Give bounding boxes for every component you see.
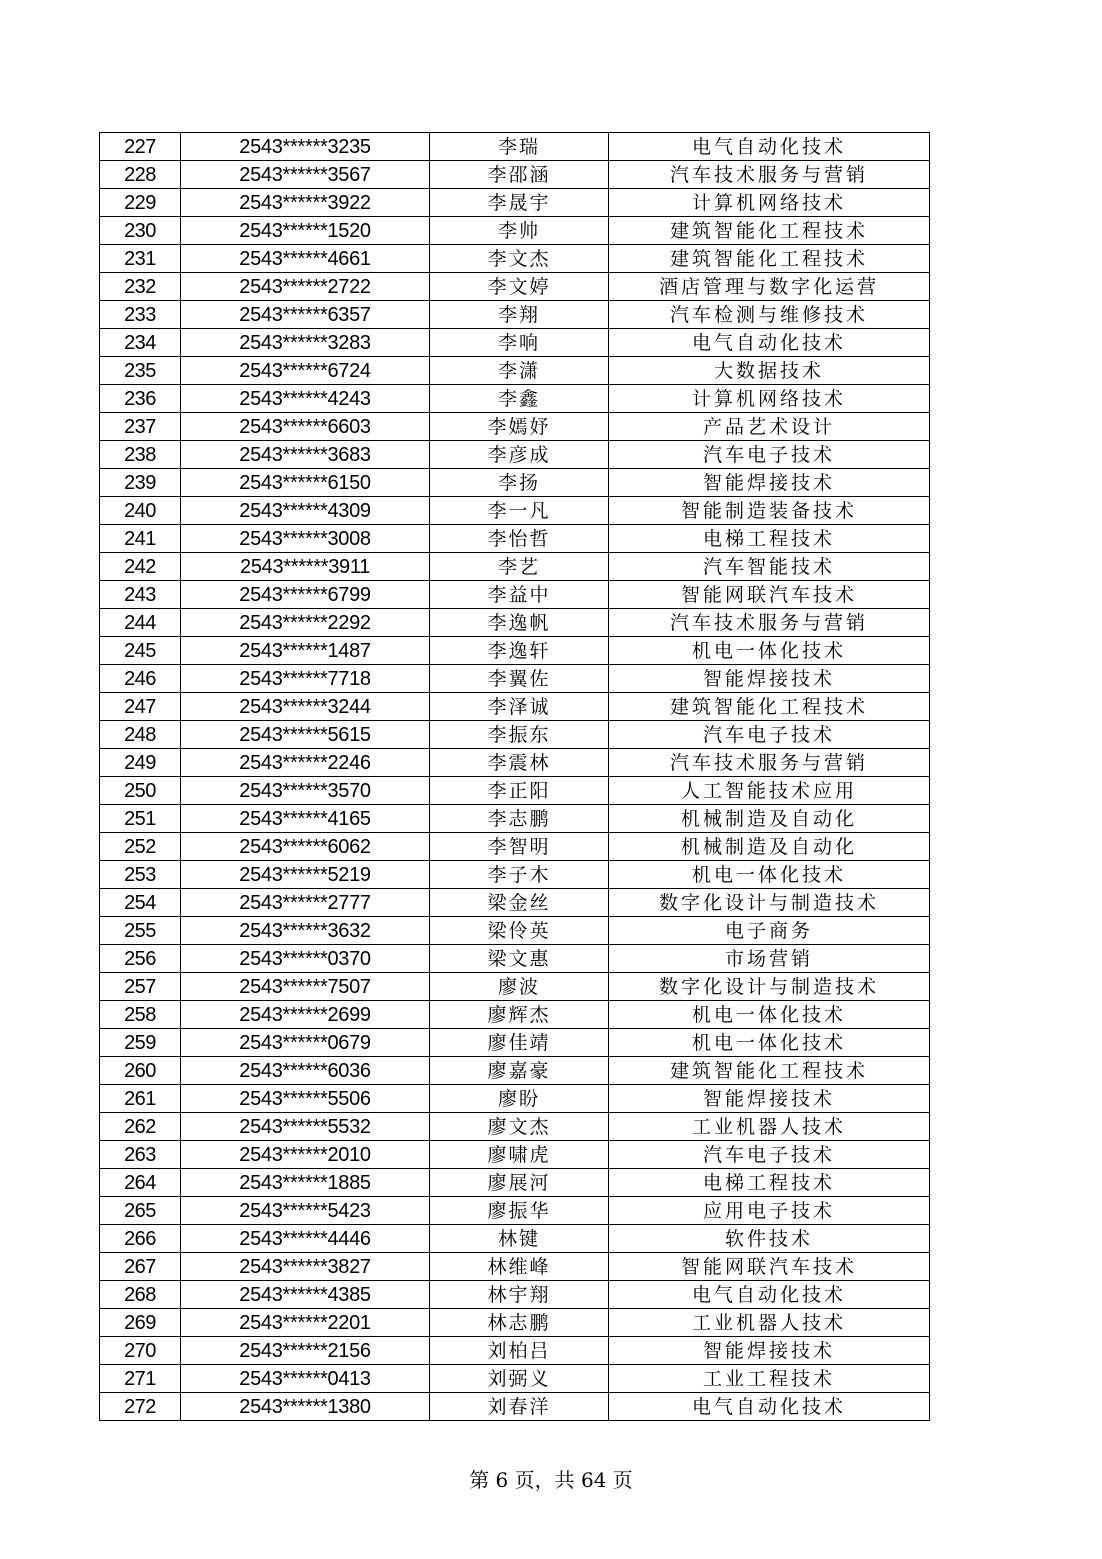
table-row xyxy=(100,693,930,721)
major-name: 建筑智能化工程技术 xyxy=(609,245,930,273)
row-number: 249 xyxy=(100,749,181,777)
table-row xyxy=(100,441,930,469)
row-number: 244 xyxy=(100,609,181,637)
major-name: 产品艺术设计 xyxy=(609,413,930,441)
table-row xyxy=(100,161,930,189)
table-row xyxy=(100,1393,930,1421)
row-number: 238 xyxy=(100,441,181,469)
student-name: 刘弼义 xyxy=(430,1365,609,1393)
table-row xyxy=(100,217,930,245)
table-row xyxy=(100,945,930,973)
row-number: 268 xyxy=(100,1281,181,1309)
table-row xyxy=(100,1309,930,1337)
row-number: 259 xyxy=(100,1029,181,1057)
student-name: 梁文惠 xyxy=(430,945,609,973)
student-name: 梁伶英 xyxy=(430,917,609,945)
major-name: 汽车技术服务与营销 xyxy=(609,161,930,189)
major-name: 电气自动化技术 xyxy=(609,329,930,357)
major-name: 工业工程技术 xyxy=(609,1365,930,1393)
table-row xyxy=(100,357,930,385)
row-number: 257 xyxy=(100,973,181,1001)
major-name: 建筑智能化工程技术 xyxy=(609,693,930,721)
student-name: 李邵涵 xyxy=(430,161,609,189)
table-row xyxy=(100,329,930,357)
student-name: 李怡哲 xyxy=(430,525,609,553)
masked-id: 2543******6357 xyxy=(181,301,430,329)
row-number: 229 xyxy=(100,189,181,217)
row-number: 241 xyxy=(100,525,181,553)
table-row xyxy=(100,525,930,553)
masked-id: 2543******7718 xyxy=(181,665,430,693)
table-row xyxy=(100,133,930,161)
row-number: 250 xyxy=(100,777,181,805)
major-name: 电梯工程技术 xyxy=(609,1169,930,1197)
major-name: 智能焊接技术 xyxy=(609,1337,930,1365)
masked-id: 2543******2722 xyxy=(181,273,430,301)
table-row xyxy=(100,805,930,833)
masked-id: 2543******2246 xyxy=(181,749,430,777)
table-row xyxy=(100,721,930,749)
student-name: 刘柏吕 xyxy=(430,1337,609,1365)
masked-id: 2543******6150 xyxy=(181,469,430,497)
student-name: 李翼佐 xyxy=(430,665,609,693)
masked-id: 2543******0370 xyxy=(181,945,430,973)
masked-id: 2543******5615 xyxy=(181,721,430,749)
major-name: 工业机器人技术 xyxy=(609,1309,930,1337)
major-name: 机电一体化技术 xyxy=(609,861,930,889)
student-name: 李子木 xyxy=(430,861,609,889)
row-number: 237 xyxy=(100,413,181,441)
major-name: 机电一体化技术 xyxy=(609,637,930,665)
major-name: 智能网联汽车技术 xyxy=(609,1253,930,1281)
table-row xyxy=(100,749,930,777)
table-row xyxy=(100,1085,930,1113)
masked-id: 2543******5423 xyxy=(181,1197,430,1225)
masked-id: 2543******3922 xyxy=(181,189,430,217)
table-row xyxy=(100,917,930,945)
student-name: 廖嘉豪 xyxy=(430,1057,609,1085)
row-number: 270 xyxy=(100,1337,181,1365)
major-name: 电梯工程技术 xyxy=(609,525,930,553)
masked-id: 2543******0413 xyxy=(181,1365,430,1393)
row-number: 248 xyxy=(100,721,181,749)
major-name: 汽车电子技术 xyxy=(609,441,930,469)
masked-id: 2543******1885 xyxy=(181,1169,430,1197)
major-name: 智能焊接技术 xyxy=(609,469,930,497)
masked-id: 2543******2201 xyxy=(181,1309,430,1337)
row-number: 242 xyxy=(100,553,181,581)
student-name: 李逸帆 xyxy=(430,609,609,637)
table-row xyxy=(100,1169,930,1197)
student-name: 李彦成 xyxy=(430,441,609,469)
masked-id: 2543******2156 xyxy=(181,1337,430,1365)
table-row xyxy=(100,1281,930,1309)
row-number: 253 xyxy=(100,861,181,889)
masked-id: 2543******2699 xyxy=(181,1001,430,1029)
major-name: 机电一体化技术 xyxy=(609,1001,930,1029)
table-row xyxy=(100,1113,930,1141)
table-row xyxy=(100,1001,930,1029)
masked-id: 2543******2010 xyxy=(181,1141,430,1169)
major-name: 机电一体化技术 xyxy=(609,1029,930,1057)
masked-id: 2543******3827 xyxy=(181,1253,430,1281)
student-name: 李响 xyxy=(430,329,609,357)
table-row xyxy=(100,665,930,693)
table-row xyxy=(100,301,930,329)
row-number: 251 xyxy=(100,805,181,833)
table-row xyxy=(100,413,930,441)
major-name: 数字化设计与制造技术 xyxy=(609,973,930,1001)
student-name: 李晟宇 xyxy=(430,189,609,217)
student-name: 廖文杰 xyxy=(430,1113,609,1141)
major-name: 汽车电子技术 xyxy=(609,1141,930,1169)
table-row xyxy=(100,273,930,301)
masked-id: 2543******2292 xyxy=(181,609,430,637)
student-name: 林宇翔 xyxy=(430,1281,609,1309)
table-row xyxy=(100,1029,930,1057)
masked-id: 2543******4661 xyxy=(181,245,430,273)
table-row xyxy=(100,1141,930,1169)
row-number: 263 xyxy=(100,1141,181,1169)
student-name: 林键 xyxy=(430,1225,609,1253)
page-number: 第 6 页，共 64 页 xyxy=(469,1468,633,1492)
table-row xyxy=(100,581,930,609)
student-name: 李艺 xyxy=(430,553,609,581)
row-number: 243 xyxy=(100,581,181,609)
major-name: 人工智能技术应用 xyxy=(609,777,930,805)
student-name: 廖佳靖 xyxy=(430,1029,609,1057)
table-row xyxy=(100,833,930,861)
row-number: 231 xyxy=(100,245,181,273)
major-name: 电气自动化技术 xyxy=(609,1393,930,1421)
masked-id: 2543******3567 xyxy=(181,161,430,189)
major-name: 智能焊接技术 xyxy=(609,1085,930,1113)
row-number: 267 xyxy=(100,1253,181,1281)
row-number: 260 xyxy=(100,1057,181,1085)
table-row xyxy=(100,637,930,665)
masked-id: 2543******3283 xyxy=(181,329,430,357)
student-name: 李振东 xyxy=(430,721,609,749)
student-name: 李文杰 xyxy=(430,245,609,273)
table-row xyxy=(100,1253,930,1281)
table-row xyxy=(100,469,930,497)
student-name: 梁金丝 xyxy=(430,889,609,917)
table-row xyxy=(100,973,930,1001)
student-name: 廖振华 xyxy=(430,1197,609,1225)
student-name: 李泽诚 xyxy=(430,693,609,721)
major-name: 酒店管理与数字化运营 xyxy=(609,273,930,301)
student-name: 李翔 xyxy=(430,301,609,329)
major-name: 建筑智能化工程技术 xyxy=(609,217,930,245)
table-row xyxy=(100,1337,930,1365)
student-name: 李志鹏 xyxy=(430,805,609,833)
row-number: 247 xyxy=(100,693,181,721)
major-name: 汽车检测与维修技术 xyxy=(609,301,930,329)
student-name: 林维峰 xyxy=(430,1253,609,1281)
row-number: 232 xyxy=(100,273,181,301)
row-number: 239 xyxy=(100,469,181,497)
row-number: 252 xyxy=(100,833,181,861)
row-number: 264 xyxy=(100,1169,181,1197)
row-number: 256 xyxy=(100,945,181,973)
row-number: 240 xyxy=(100,497,181,525)
student-name: 李震林 xyxy=(430,749,609,777)
major-name: 智能制造装备技术 xyxy=(609,497,930,525)
major-name: 计算机网络技术 xyxy=(609,189,930,217)
student-table xyxy=(99,132,930,1421)
masked-id: 2543******3235 xyxy=(181,133,430,161)
row-number: 271 xyxy=(100,1365,181,1393)
row-number: 228 xyxy=(100,161,181,189)
masked-id: 2543******1487 xyxy=(181,637,430,665)
student-name: 廖波 xyxy=(430,973,609,1001)
masked-id: 2543******4165 xyxy=(181,805,430,833)
major-name: 机械制造及自动化 xyxy=(609,805,930,833)
masked-id: 2543******1520 xyxy=(181,217,430,245)
masked-id: 2543******3911 xyxy=(181,553,430,581)
student-name: 李嫣妤 xyxy=(430,413,609,441)
table-row xyxy=(100,777,930,805)
major-name: 智能焊接技术 xyxy=(609,665,930,693)
major-name: 电子商务 xyxy=(609,917,930,945)
student-name: 李鑫 xyxy=(430,385,609,413)
table-row xyxy=(100,609,930,637)
masked-id: 2543******7507 xyxy=(181,973,430,1001)
masked-id: 2543******4309 xyxy=(181,497,430,525)
row-number: 269 xyxy=(100,1309,181,1337)
major-name: 数字化设计与制造技术 xyxy=(609,889,930,917)
masked-id: 2543******6603 xyxy=(181,413,430,441)
masked-id: 2543******5532 xyxy=(181,1113,430,1141)
masked-id: 2543******3683 xyxy=(181,441,430,469)
major-name: 汽车技术服务与营销 xyxy=(609,749,930,777)
student-name: 李正阳 xyxy=(430,777,609,805)
masked-id: 2543******6036 xyxy=(181,1057,430,1085)
major-name: 应用电子技术 xyxy=(609,1197,930,1225)
masked-id: 2543******6724 xyxy=(181,357,430,385)
row-number: 230 xyxy=(100,217,181,245)
student-table-body xyxy=(100,133,930,1421)
row-number: 234 xyxy=(100,329,181,357)
major-name: 电气自动化技术 xyxy=(609,1281,930,1309)
masked-id: 2543******4385 xyxy=(181,1281,430,1309)
student-name: 李一凡 xyxy=(430,497,609,525)
masked-id: 2543******3008 xyxy=(181,525,430,553)
student-name: 廖展河 xyxy=(430,1169,609,1197)
table-row xyxy=(100,497,930,525)
row-number: 246 xyxy=(100,665,181,693)
major-name: 汽车智能技术 xyxy=(609,553,930,581)
row-number: 272 xyxy=(100,1393,181,1421)
row-number: 262 xyxy=(100,1113,181,1141)
table-row xyxy=(100,553,930,581)
row-number: 233 xyxy=(100,301,181,329)
major-name: 机械制造及自动化 xyxy=(609,833,930,861)
student-name: 廖啸虎 xyxy=(430,1141,609,1169)
major-name: 智能网联汽车技术 xyxy=(609,581,930,609)
table-row xyxy=(100,1057,930,1085)
table-row xyxy=(100,1225,930,1253)
row-number: 235 xyxy=(100,357,181,385)
student-name: 李益中 xyxy=(430,581,609,609)
masked-id: 2543******3570 xyxy=(181,777,430,805)
row-number: 227 xyxy=(100,133,181,161)
student-name: 李瑞 xyxy=(430,133,609,161)
masked-id: 2543******5219 xyxy=(181,861,430,889)
masked-id: 2543******2777 xyxy=(181,889,430,917)
major-name: 汽车电子技术 xyxy=(609,721,930,749)
major-name: 工业机器人技术 xyxy=(609,1113,930,1141)
row-number: 258 xyxy=(100,1001,181,1029)
student-name: 李文婷 xyxy=(430,273,609,301)
major-name: 建筑智能化工程技术 xyxy=(609,1057,930,1085)
masked-id: 2543******0679 xyxy=(181,1029,430,1057)
masked-id: 2543******4446 xyxy=(181,1225,430,1253)
row-number: 261 xyxy=(100,1085,181,1113)
masked-id: 2543******5506 xyxy=(181,1085,430,1113)
student-name: 林志鹏 xyxy=(430,1309,609,1337)
student-name: 李潇 xyxy=(430,357,609,385)
row-number: 265 xyxy=(100,1197,181,1225)
student-name: 廖辉杰 xyxy=(430,1001,609,1029)
table-row xyxy=(100,1365,930,1393)
major-name: 大数据技术 xyxy=(609,357,930,385)
table-row xyxy=(100,385,930,413)
masked-id: 2543******6799 xyxy=(181,581,430,609)
student-name: 李帅 xyxy=(430,217,609,245)
student-name: 刘春洋 xyxy=(430,1393,609,1421)
table-row xyxy=(100,189,930,217)
masked-id: 2543******3632 xyxy=(181,917,430,945)
table-row xyxy=(100,861,930,889)
student-name: 李智明 xyxy=(430,833,609,861)
row-number: 255 xyxy=(100,917,181,945)
masked-id: 2543******3244 xyxy=(181,693,430,721)
student-name: 李逸轩 xyxy=(430,637,609,665)
student-name: 廖盼 xyxy=(430,1085,609,1113)
table-row xyxy=(100,245,930,273)
row-number: 254 xyxy=(100,889,181,917)
row-number: 245 xyxy=(100,637,181,665)
student-name: 李扬 xyxy=(430,469,609,497)
row-number: 266 xyxy=(100,1225,181,1253)
table-row xyxy=(100,1197,930,1225)
major-name: 电气自动化技术 xyxy=(609,133,930,161)
major-name: 市场营销 xyxy=(609,945,930,973)
major-name: 软件技术 xyxy=(609,1225,930,1253)
masked-id: 2543******4243 xyxy=(181,385,430,413)
row-number: 236 xyxy=(100,385,181,413)
masked-id: 2543******1380 xyxy=(181,1393,430,1421)
table-row xyxy=(100,889,930,917)
major-name: 计算机网络技术 xyxy=(609,385,930,413)
major-name: 汽车技术服务与营销 xyxy=(609,609,930,637)
masked-id: 2543******6062 xyxy=(181,833,430,861)
